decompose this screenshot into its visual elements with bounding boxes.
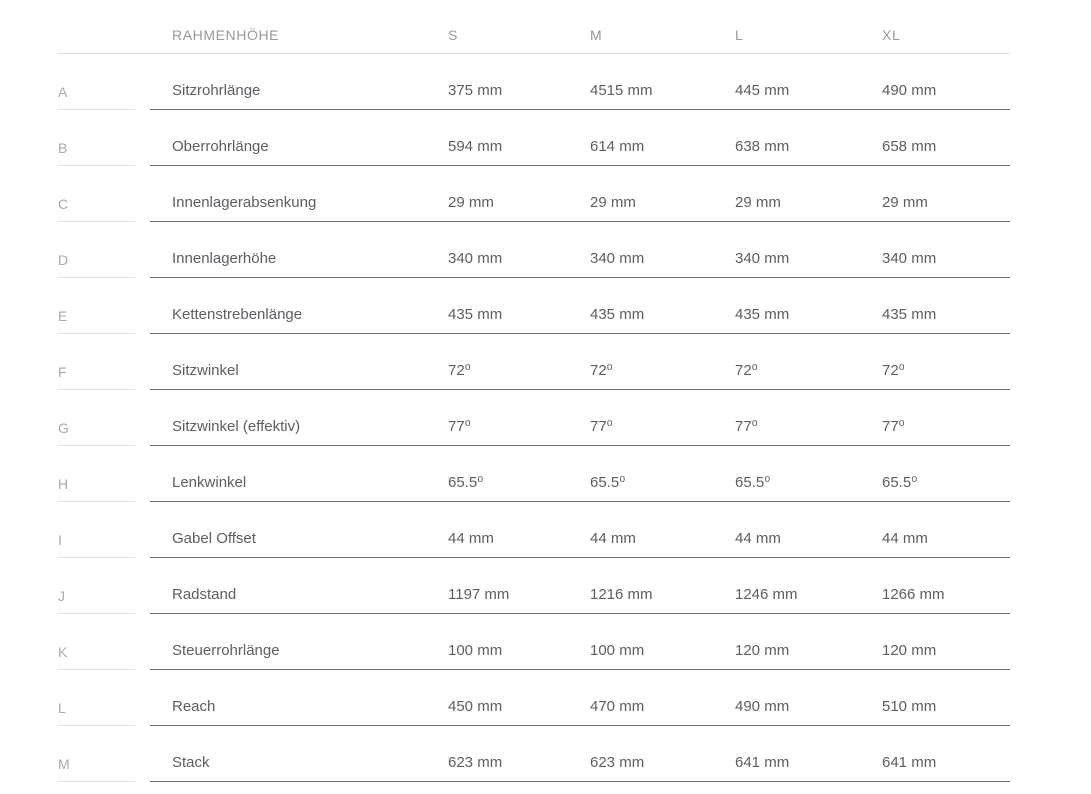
cell-size-xl: 340 mm <box>882 222 1010 278</box>
row-label: Oberrohrlänge <box>150 110 448 166</box>
table-row <box>58 54 1010 110</box>
cell-size-m: 72⁰ <box>590 334 735 390</box>
table-row <box>58 334 1010 390</box>
table-row <box>58 502 1010 558</box>
cell-size-s: 1197 mm <box>448 558 590 614</box>
cell-size-xl: 658 mm <box>882 110 1010 166</box>
row-label: Gabel Offset <box>150 502 448 558</box>
cell-size-m: 29 mm <box>590 166 735 222</box>
cell-size-m: 435 mm <box>590 278 735 334</box>
cell-size-xl: 641 mm <box>882 726 1010 782</box>
cell-size-s: 44 mm <box>448 502 590 558</box>
table-row <box>58 614 1010 670</box>
cell-size-m: 65.5⁰ <box>590 446 735 502</box>
row-letter: B <box>58 110 150 166</box>
row-letter: I <box>58 502 150 558</box>
cell-size-xl: 435 mm <box>882 278 1010 334</box>
cell-size-xl: 510 mm <box>882 670 1010 726</box>
cell-size-l: 490 mm <box>735 670 882 726</box>
cell-size-s: 375 mm <box>448 54 590 110</box>
cell-size-m: 340 mm <box>590 222 735 278</box>
cell-size-s: 77⁰ <box>448 390 590 446</box>
cell-size-s: 450 mm <box>448 670 590 726</box>
cell-size-l: 44 mm <box>735 502 882 558</box>
table-row <box>58 670 1010 726</box>
cell-size-xl: 77⁰ <box>882 390 1010 446</box>
cell-size-m: 470 mm <box>590 670 735 726</box>
row-letter: L <box>58 670 150 726</box>
row-letter: K <box>58 614 150 670</box>
cell-size-xl: 490 mm <box>882 54 1010 110</box>
cell-size-l: 1246 mm <box>735 558 882 614</box>
row-label: Lenkwinkel <box>150 446 448 502</box>
row-letter: M <box>58 726 150 782</box>
table-row <box>58 558 1010 614</box>
cell-size-s: 435 mm <box>448 278 590 334</box>
column-header-size-s: S <box>448 0 590 54</box>
row-label: Steuerrohrlänge <box>150 614 448 670</box>
row-label: Kettenstrebenlänge <box>150 278 448 334</box>
row-label: Sitzwinkel <box>150 334 448 390</box>
cell-size-l: 638 mm <box>735 110 882 166</box>
cell-size-m: 77⁰ <box>590 390 735 446</box>
cell-size-s: 594 mm <box>448 110 590 166</box>
cell-size-l: 435 mm <box>735 278 882 334</box>
cell-size-m: 1216 mm <box>590 558 735 614</box>
row-label: Innenlagerabsenkung <box>150 166 448 222</box>
cell-size-l: 641 mm <box>735 726 882 782</box>
row-label: Sitzwinkel (effektiv) <box>150 390 448 446</box>
row-letter: D <box>58 222 150 278</box>
cell-size-s: 100 mm <box>448 614 590 670</box>
cell-size-m: 623 mm <box>590 726 735 782</box>
cell-size-s: 72⁰ <box>448 334 590 390</box>
cell-size-l: 445 mm <box>735 54 882 110</box>
cell-size-s: 340 mm <box>448 222 590 278</box>
cell-size-l: 77⁰ <box>735 390 882 446</box>
cell-size-l: 340 mm <box>735 222 882 278</box>
table-row <box>58 390 1010 446</box>
cell-size-m: 614 mm <box>590 110 735 166</box>
table-row <box>58 166 1010 222</box>
row-letter: C <box>58 166 150 222</box>
table-header-row <box>58 0 1010 54</box>
table-row <box>58 446 1010 502</box>
cell-size-l: 120 mm <box>735 614 882 670</box>
row-letter: A <box>58 54 150 110</box>
table-row <box>58 110 1010 166</box>
cell-size-m: 100 mm <box>590 614 735 670</box>
cell-size-xl: 65.5⁰ <box>882 446 1010 502</box>
header-letter-spacer <box>58 0 150 54</box>
cell-size-m: 4515 mm <box>590 54 735 110</box>
row-letter: E <box>58 278 150 334</box>
row-label: Reach <box>150 670 448 726</box>
cell-size-s: 29 mm <box>448 166 590 222</box>
cell-size-l: 29 mm <box>735 166 882 222</box>
column-header-rahmenhoehe: RAHMENHÖHE <box>150 0 448 54</box>
cell-size-xl: 1266 mm <box>882 558 1010 614</box>
row-letter: G <box>58 390 150 446</box>
row-label: Innenlagerhöhe <box>150 222 448 278</box>
table-row <box>58 278 1010 334</box>
cell-size-xl: 29 mm <box>882 166 1010 222</box>
cell-size-l: 72⁰ <box>735 334 882 390</box>
table-row <box>58 222 1010 278</box>
column-header-size-m: M <box>590 0 735 54</box>
column-header-size-xl: XL <box>882 0 1010 54</box>
row-label: Stack <box>150 726 448 782</box>
column-header-size-l: L <box>735 0 882 54</box>
row-letter: F <box>58 334 150 390</box>
row-label: Sitzrohrlänge <box>150 54 448 110</box>
row-label: Radstand <box>150 558 448 614</box>
table-row <box>58 726 1010 782</box>
row-letter: H <box>58 446 150 502</box>
row-letter: J <box>58 558 150 614</box>
cell-size-xl: 72⁰ <box>882 334 1010 390</box>
cell-size-l: 65.5⁰ <box>735 446 882 502</box>
cell-size-xl: 44 mm <box>882 502 1010 558</box>
cell-size-s: 65.5⁰ <box>448 446 590 502</box>
cell-size-s: 623 mm <box>448 726 590 782</box>
cell-size-xl: 120 mm <box>882 614 1010 670</box>
cell-size-m: 44 mm <box>590 502 735 558</box>
